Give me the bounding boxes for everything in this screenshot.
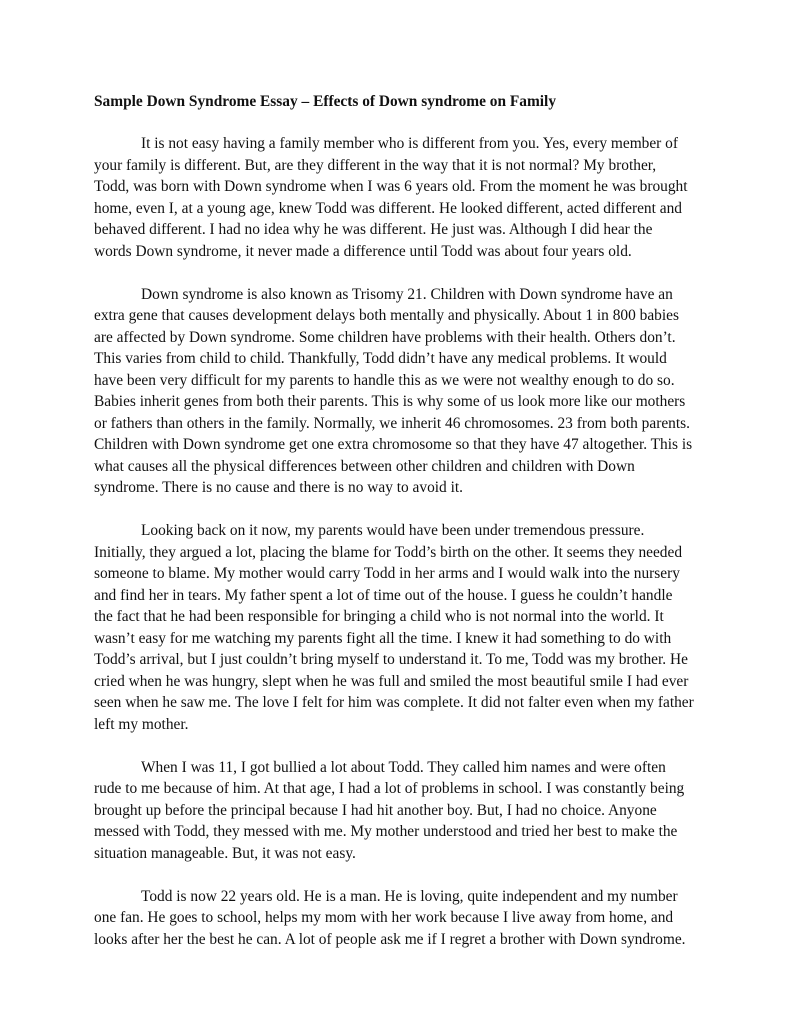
paragraph-line: When I was 11, I got bullied a lot about Todd. They called him names and were often bbox=[141, 758, 666, 776]
paragraph-line: rude to me because of him. At that age, I had a lot of problems in school. I was constantly being bbox=[94, 780, 685, 797]
paragraph-line: Todd’s arrival, but I just couldn’t bring myself to understand it. To me, Todd was my brother. He bbox=[94, 651, 688, 668]
paragraph-line: the fact that he had been responsible for bringing a child who is not normal into the world. It bbox=[94, 608, 664, 625]
paragraph-2 bbox=[94, 284, 704, 499]
paragraph-line: home, even I, at a young age, knew Todd was different. He looked different, acted different and bbox=[94, 199, 682, 217]
paragraph-line: messed with Todd, they messed with me. My mother understood and tried her best to make the bbox=[94, 823, 678, 840]
paragraph-line: Down syndrome is also known as Trisomy 21. Children with Down syndrome have an bbox=[141, 285, 673, 303]
paragraph-line: This varies from child to child. Thankfully, Todd didn’t have any medical problems. It would bbox=[94, 350, 667, 367]
paragraph-line: someone to blame. My mother would carry Todd in her arms and I would walk into the nursery bbox=[94, 565, 680, 582]
paragraph-line: what causes all the physical differences between other children and children with Down bbox=[94, 457, 635, 475]
paragraph-line: behaved different. I had no idea why he was different. He just was. Although I did hear the bbox=[94, 221, 653, 238]
paragraph-line: Children with Down syndrome get one extra chromosome so that they have 47 altogether. This is bbox=[94, 436, 693, 453]
paragraph-line: Looking back on it now, my parents would have been under tremendous pressure. bbox=[141, 522, 645, 539]
paragraph-line: cried when he was hungry, slept when he was full and smiled the most beautiful smile I had ever bbox=[94, 672, 689, 690]
paragraph-line: Babies inherit genes from both their parents. This is why some of us look more like our mothers bbox=[94, 393, 686, 410]
paragraph-1 bbox=[94, 133, 704, 262]
paragraph-line: one fan. He goes to school, helps my mom with her work because I live away from home, and bbox=[94, 909, 674, 926]
paragraph-line: syndrome. There is no cause and there is no way to avoid it. bbox=[94, 479, 463, 496]
paragraph-line: Initially, they argued a lot, placing the blame for Todd’s birth on the other. It seems they needed bbox=[94, 543, 683, 561]
paragraph-line: brought up before the principal because I had hit another boy. But, I had no choice. Anyone bbox=[94, 801, 657, 819]
paragraph-line: your family is different. But, are they different in the way that it is not normal? My brother, bbox=[94, 156, 657, 174]
paragraph-line: It is not easy having a family member who is different from you. Yes, every member of bbox=[141, 135, 678, 152]
paragraph-line: and find her in tears. My father spent a lot of time out of the house. I guess he couldn’t handle bbox=[94, 586, 673, 604]
paragraph-line: have been very difficult for my parents to handle this as we were not wealthy enough to do so. bbox=[94, 371, 675, 389]
essay-title: Sample Down Syndrome Essay – Effects of Down syndrome on Family bbox=[94, 93, 557, 110]
paragraph-line: or fathers than others in the family. Normally, we inherit 46 chromosomes. 23 from both parents. bbox=[94, 414, 690, 432]
paragraph-line: looks after her the best he can. A lot of people ask me if I regret a brother with Down syndrome. bbox=[94, 930, 686, 948]
paragraph-line: extra gene that causes development delays both mentally and physically. About 1 in 800 babies bbox=[94, 307, 679, 324]
paragraph-line: Todd, was born with Down syndrome when I was 6 years old. From the moment he was brought bbox=[94, 178, 688, 195]
paragraph-line: words Down syndrome, it never made a difference until Todd was about four years old. bbox=[94, 242, 632, 260]
paragraph-3 bbox=[94, 520, 704, 735]
paragraph-line: situation manageable. But, it was not easy. bbox=[94, 844, 356, 862]
paragraph-line: Todd is now 22 years old. He is a man. He is loving, quite independent and my number bbox=[141, 887, 678, 905]
paragraph-line: are affected by Down syndrome. Some children have problems with their health. Others don’t. bbox=[94, 328, 676, 346]
paragraph-4 bbox=[94, 757, 704, 865]
paragraph-5 bbox=[94, 886, 704, 951]
paragraph-line: seen when he saw me. The love I felt for him was complete. It did not falter even when my father bbox=[94, 694, 694, 711]
paragraph-line: wasn’t easy for me watching my parents fight all the time. I knew it had something to do with bbox=[94, 629, 672, 647]
essay-page bbox=[94, 92, 704, 972]
paragraph-line: left my mother. bbox=[94, 715, 189, 733]
